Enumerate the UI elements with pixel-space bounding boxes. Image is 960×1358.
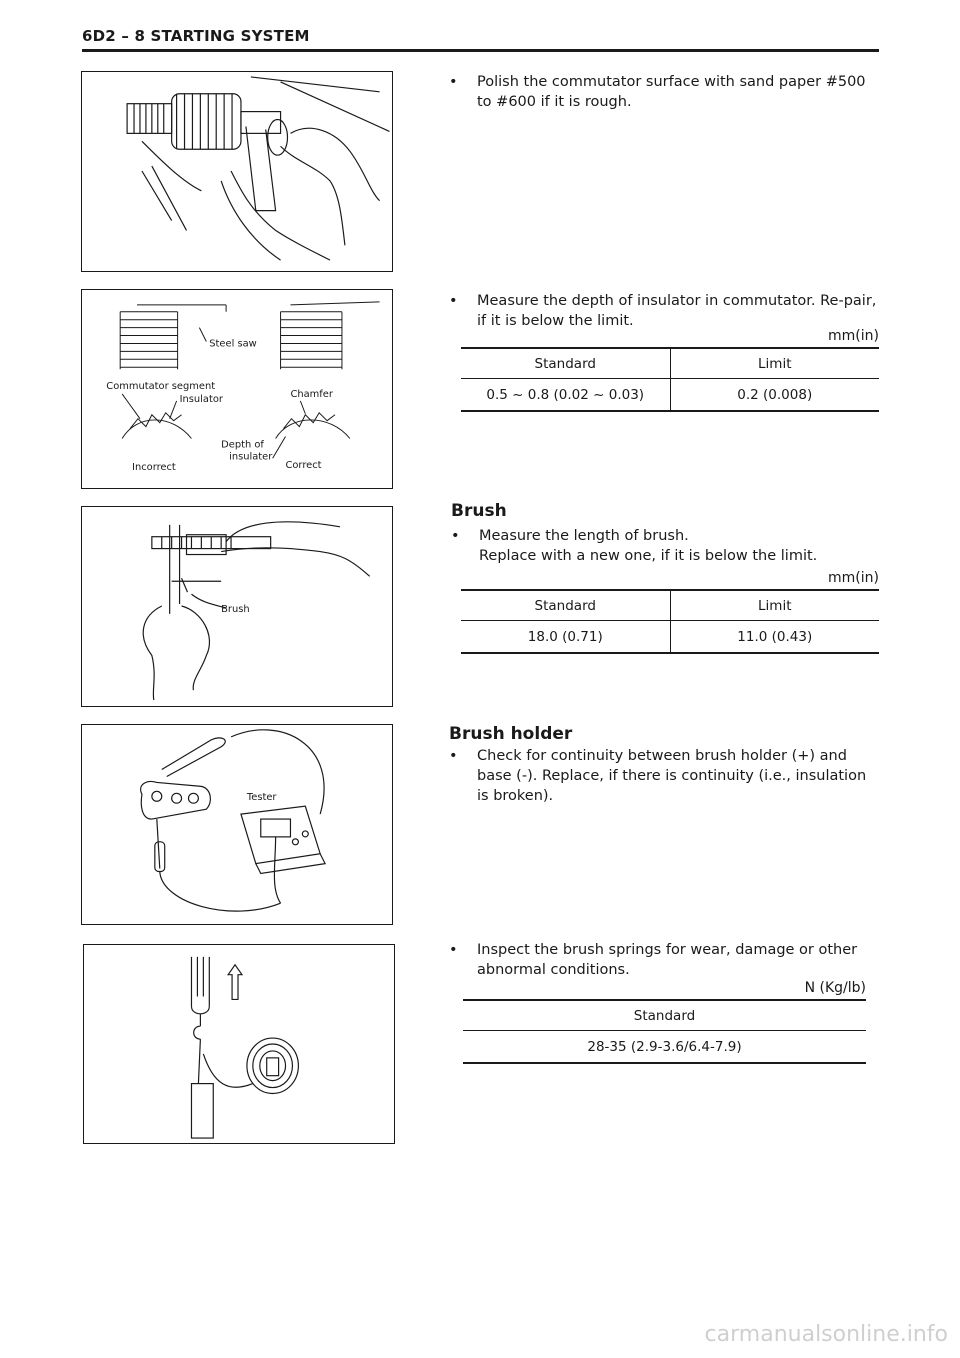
bullet-icon: • (449, 748, 458, 764)
watermark: carmanualsonline.info (704, 1322, 948, 1347)
table-cell: 11.0 (0.43) (737, 628, 813, 645)
brush-spring-illustration (84, 945, 394, 1143)
figure-undercut (81, 289, 393, 489)
spec-table-brush (461, 589, 879, 654)
bullet-icon: • (449, 942, 458, 958)
section-brush-spring (449, 940, 879, 980)
bullet-icon: • (449, 293, 458, 309)
bullet-text-continued: Replace with a new one, if it is below the limit. (479, 548, 818, 564)
bullet-text: Measure the length of brush. (479, 528, 689, 544)
table-header: Limit (758, 355, 792, 372)
section-commutator-polish (449, 72, 879, 112)
label-chamfer: Chamfer (290, 388, 333, 400)
section-brush-holder (449, 746, 879, 806)
bullet-icon: • (451, 528, 460, 544)
bullet-icon: • (449, 74, 458, 90)
label-depth-of: Depth of (221, 439, 264, 451)
label-tester: Tester (246, 792, 277, 804)
label-insulater: insulater (229, 451, 273, 463)
bullet-text: Inspect the brush springs for wear, damage or other abnormal conditions. (477, 942, 858, 978)
table-cell: 18.0 (0.71) (461, 621, 670, 654)
figure-commutator-polish (81, 71, 393, 272)
table-cell: 0.2 (0.008) (737, 386, 813, 403)
spec-table-insulator (461, 347, 879, 412)
brush-holder-tester-illustration (82, 725, 392, 924)
unit-label: mm(in) (828, 570, 879, 586)
undercut-illustration (82, 290, 392, 488)
label-commutator-segment: Commutator segment (106, 381, 216, 392)
label-insulator: Insulator (179, 393, 223, 405)
figure-brush-length (81, 506, 393, 707)
table-cell: 28-35 (2.9-3.6/6.4-7.9) (587, 1038, 742, 1055)
label-incorrect: Incorrect (132, 462, 176, 474)
spec-table-spring (463, 999, 866, 1064)
section-insulator-depth (449, 291, 879, 331)
label-correct: Correct (285, 460, 322, 472)
table-header: Limit (758, 597, 792, 614)
table-header: Standard (461, 348, 670, 379)
section-brush (451, 526, 881, 566)
bullet-text: Measure the depth of insulator in commutator. Re-pair, if it is below the limit. (477, 293, 877, 329)
table-cell: 0.5 ~ 0.8 (0.02 ~ 0.03) (461, 379, 670, 412)
label-brush: Brush (221, 603, 250, 615)
figure-brush-holder (81, 724, 393, 925)
header-rule (82, 49, 879, 52)
table-header: Standard (461, 590, 670, 621)
page-title: 6D2 – 8 STARTING SYSTEM (82, 27, 310, 45)
bullet-text: Check for continuity between brush holder (+) and base (-). Replace, if there is continuity (i.e., insulation is broken). (477, 748, 867, 804)
heading-brush: Brush (451, 501, 507, 521)
bullet-text: Polish the commutator surface with sand paper #500 to #600 if it is rough. (477, 74, 866, 110)
figure-brush-spring (83, 944, 395, 1144)
unit-label: mm(in) (828, 328, 879, 344)
commutator-polish-illustration (82, 72, 392, 271)
unit-label: N (Kg/lb) (804, 980, 866, 996)
heading-brush-holder: Brush holder (449, 724, 573, 744)
table-header: Standard (633, 1007, 696, 1024)
label-steel-saw: Steel saw (209, 338, 257, 350)
brush-measure-illustration (82, 507, 392, 706)
